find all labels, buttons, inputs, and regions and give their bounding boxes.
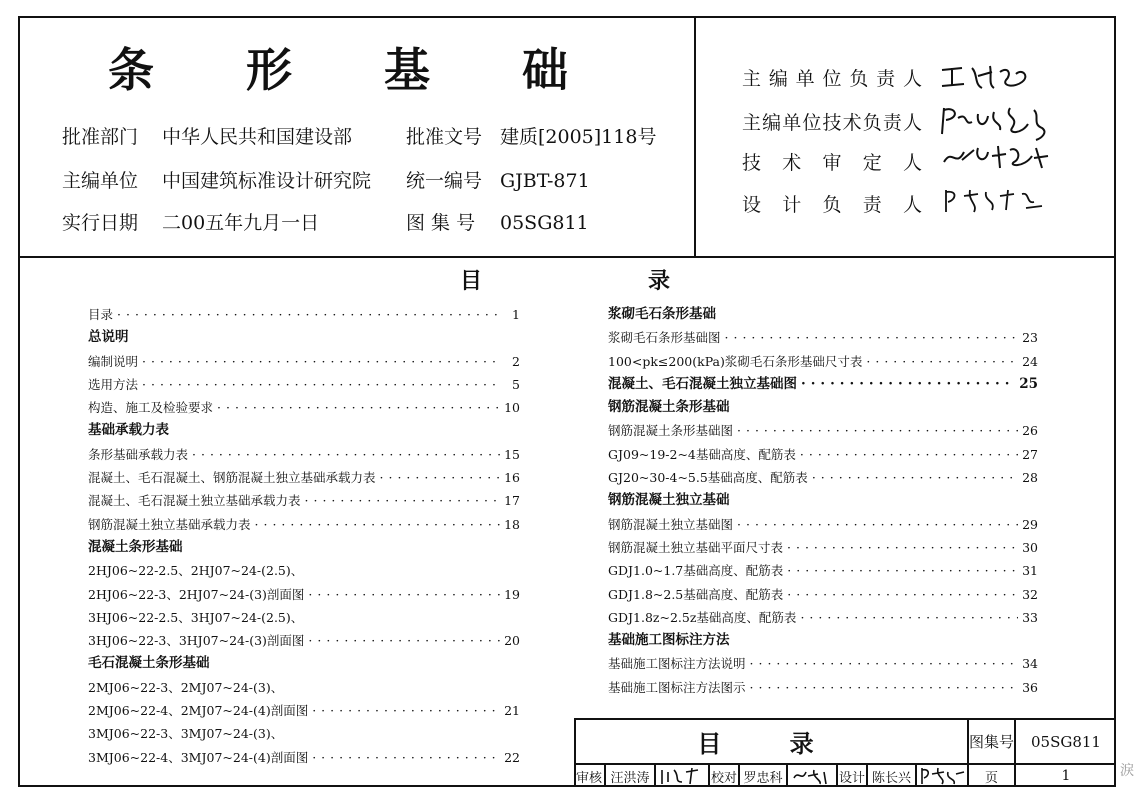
toc-entry-title: 3MJ06~22-3、3MJ07~24-(3)、 [88,726,284,742]
toc-leader-dots [312,699,500,722]
toc-entry-title: 2HJ06~22-2.5、2HJ07~24-(2.5)、 [88,563,304,579]
toc-page-number: 33 [1022,609,1038,625]
toc-entry-title: 2MJ06~22-3、2MJ07~24-(3)、 [88,679,284,695]
toc-entry-title: 总说明 [88,329,129,346]
page-label: 页 [984,770,998,786]
toc-entry[interactable] [88,699,520,722]
toc-entry-title: 浆砌毛石条形基础图 [608,330,721,346]
toc-entry-title: 条形基础承载力表 [88,446,189,462]
signature-role-row [742,64,922,91]
info-value: 中国建筑标准设计研究院 [162,170,372,192]
signature-role-row [742,190,922,217]
toc-entry[interactable] [88,583,520,606]
title-block-name: 目 录 [697,730,844,758]
signature-reviewer-icon [938,142,1068,172]
toc-entry-title: GDJ1.8~2.5基础高度、配筋表 [608,586,784,602]
toc-entry-title: 钢筋混凝土条形基础图 [608,423,734,439]
toc-entry[interactable] [88,746,520,769]
toc-entry-title: 2HJ06~22-3、2HJ07~24-(3)剖面图 [88,586,305,602]
toc-entry-title: 3HJ06~22-2.5、3HJ07~24-(2.5)、 [88,609,304,625]
toc-leader-dots [255,513,501,536]
toc-leader-dots [217,396,500,419]
document-title: 条 形 基 础 [107,43,607,97]
review-label: 审核 [575,770,602,786]
toc-heading[interactable] [88,419,520,442]
toc-page-number: 31 [1022,563,1038,579]
toc-entry-title: 3MJ06~22-4、3MJ07~24-(4)剖面图 [88,749,309,765]
toc-page-number: 26 [1022,423,1038,439]
corner-mark: 淚 [1120,763,1134,779]
toc-entry-title: GJ20~30-4~5.5基础高度、配筋表 [608,470,808,486]
header-vertical-divider [694,16,696,258]
toc-entry-title: 混凝土、毛石混凝土独立基础承载力表 [88,493,301,509]
toc-leader-dots [787,536,1018,559]
toc-page-number: 28 [1022,470,1038,486]
page-number: 1 [1061,768,1071,784]
toc-entry[interactable] [88,350,520,373]
toc-entry[interactable] [88,722,520,745]
toc-leader-dots [117,303,502,326]
signature-role-label: 主编单位技术负责人 [742,112,922,134]
info-value: 二00五年九月一日 [162,212,320,234]
toc-heading[interactable] [88,536,520,559]
signature-designer-icon [938,186,1068,214]
info-value-2: 05SG811 [500,212,589,234]
toc-leader-dots [725,326,1019,349]
toc-leader-dots [800,606,1018,629]
toc-entry[interactable] [608,536,1038,559]
info-label-2: 统一编号 [406,170,483,192]
toc-entry[interactable] [608,419,1038,442]
toc-entry-title: 钢筋混凝土独立基础图 [608,516,734,532]
toc-entry-title: 基础施工图标注方法 [608,632,730,649]
toc-entry[interactable] [88,443,520,466]
toc-entry[interactable] [88,629,520,652]
toc-entry[interactable] [88,489,520,512]
info-label: 主编单位 [62,170,139,192]
toc-entry[interactable] [608,676,1038,699]
toc-heading[interactable] [608,303,1038,326]
toc-entry-title: 钢筋混凝土条形基础 [608,399,730,416]
signature-role-row [742,148,922,175]
check-label: 校对 [710,770,737,786]
toc-heading[interactable] [88,326,520,349]
toc-page-number: 5 [512,376,520,392]
signature-chief-editor-icon [938,62,1068,92]
toc-leader-dots [308,629,500,652]
toc-leader-dots [737,513,1018,536]
toc-entry-title: GDJ1.8z~2.5z基础高度、配筋表 [608,609,797,625]
toc-page-number: 20 [504,633,520,649]
toc-leader-dots [308,583,500,606]
info-label-2: 图 集 号 [406,212,476,234]
toc-page-number: 16 [504,470,520,486]
info-label: 批准部门 [62,126,139,148]
toc-entry[interactable] [608,513,1038,536]
toc-page-number: 21 [504,703,520,719]
toc-heading[interactable] [608,373,1038,396]
toc-page-number: 30 [1022,539,1038,555]
signature-role-label: 技术审定人 [742,152,922,174]
toc-leader-dots [380,466,501,489]
approval-info-row [62,166,590,193]
toc-entry[interactable] [88,466,520,489]
toc-leader-dots [142,373,502,396]
toc-leader-dots [737,419,1018,442]
toc-right-column [608,303,1038,699]
toc-entry[interactable] [88,513,520,536]
header-divider [18,256,1116,258]
toc-entry-title: 混凝土、毛石混凝土独立基础图 [608,375,797,392]
toc-page-number: 22 [504,749,520,765]
toc-entry-title: 钢筋混凝土独立基础平面尺寸表 [608,539,784,555]
toc-title-right: 录 [648,269,671,294]
checker-signature-icon [790,766,834,786]
toc-page-number: 19 [504,586,520,602]
info-value-2: GJBT-871 [500,170,590,192]
toc-page-number: 25 [1019,375,1038,392]
info-value-2: 建质[2005]118号 [500,126,657,148]
info-value: 中华人民共和国建设部 [162,126,353,148]
toc-entry-title: 浆砌毛石条形基础 [608,306,716,322]
signature-role-label: 设计负责人 [742,194,922,216]
designer-signature-icon [918,766,966,786]
toc-page-number: 23 [1022,330,1038,346]
toc-page-number: 24 [1022,353,1038,369]
toc-heading[interactable] [608,629,1038,652]
toc-page-number: 36 [1022,679,1038,695]
toc-entry[interactable] [88,396,520,419]
info-label-2: 批准文号 [406,126,483,148]
toc-leader-dots [787,583,1018,606]
toc-entry[interactable] [608,559,1038,582]
toc-entry[interactable] [88,303,520,326]
atlas-number: 05SG811 [1031,732,1101,751]
signature-tech-lead-icon [938,104,1068,144]
toc-entry-title: GJ09~19-2~4基础高度、配筋表 [608,446,796,462]
designer-name: 陈长兴 [871,770,911,786]
signature-role-row [742,108,922,135]
toc-page-number: 1 [512,307,520,322]
toc-page-number: 32 [1022,586,1038,602]
toc-leader-dots [750,676,1019,699]
toc-entry[interactable] [608,443,1038,466]
toc-entry[interactable] [88,559,520,582]
reviewer-name: 汪洪涛 [610,770,650,786]
toc-page-number: 10 [504,400,520,416]
toc-leader-dots [312,746,500,769]
toc-heading[interactable] [608,396,1038,419]
toc-entry-title: 100<pk≤200(kPa)浆砌毛石条形基础尺寸表 [608,353,863,369]
toc-entry[interactable] [88,373,520,396]
signature-role-label: 主编单位负责人 [742,68,922,90]
title-block [574,718,1116,787]
toc-entry-title: 基础承载力表 [88,422,169,439]
toc-page-number: 17 [504,493,520,509]
toc-entry-title: 混凝土条形基础 [88,538,183,555]
toc-leader-dots [866,350,1018,373]
toc-entry-title: 基础施工图标注方法图示 [608,679,746,695]
toc-entry-title: 钢筋混凝土独立基础 [608,492,730,509]
toc-page-number: 18 [504,516,520,532]
reviewer-signature-icon [658,766,706,786]
toc-page-number: 34 [1022,656,1038,672]
toc-entry[interactable] [608,466,1038,489]
atlas-label: 图集号 [969,733,1015,751]
toc-entry-title: 2MJ06~22-4、2MJ07~24-(4)剖面图 [88,703,309,719]
toc-title-left: 目 [460,269,483,294]
toc-entry-title: 毛石混凝土条形基础 [88,655,210,672]
toc-leader-dots [192,443,500,466]
toc-leader-dots [800,443,1018,466]
checker-name: 罗忠科 [743,770,783,786]
toc-entry-title: 编制说明 [88,353,139,369]
approval-info-row [62,122,656,149]
toc-heading[interactable] [88,652,520,675]
design-label: 设计 [838,770,865,786]
toc-entry-title: 基础施工图标注方法说明 [608,656,746,672]
toc-leader-dots [305,489,501,512]
toc-entry-title: 目录 [88,307,114,322]
toc-entry[interactable] [88,606,520,629]
info-label: 实行日期 [62,212,139,234]
toc-leader-dots [787,559,1018,582]
toc-entry-title: GDJ1.0~1.7基础高度、配筋表 [608,563,784,579]
toc-leader-dots [750,652,1019,675]
toc-leader-dots [801,373,1015,396]
toc-entry[interactable] [608,583,1038,606]
toc-leader-dots [812,466,1018,489]
toc-page-number: 27 [1022,446,1038,462]
toc-entry-title: 3HJ06~22-3、3HJ07~24-(3)剖面图 [88,633,305,649]
toc-entry-title: 钢筋混凝土独立基础承载力表 [88,516,251,532]
toc-page-number: 15 [504,446,520,462]
toc-entry[interactable] [608,326,1038,349]
toc-page-number: 2 [512,353,520,369]
toc-entry-title: 选用方法 [88,376,139,392]
toc-entry[interactable] [608,652,1038,675]
toc-heading[interactable] [608,489,1038,512]
toc-entry-title: 构造、施工及检验要求 [88,400,214,416]
approval-info-row [62,208,589,235]
toc-page-number: 29 [1022,516,1038,532]
toc-entry[interactable] [608,350,1038,373]
toc-leader-dots [142,350,502,373]
toc-left-column [88,303,520,769]
toc-entry-title: 混凝土、毛石混凝土、钢筋混凝土独立基础承载力表 [88,470,376,486]
toc-entry[interactable] [608,606,1038,629]
toc-entry[interactable] [88,676,520,699]
